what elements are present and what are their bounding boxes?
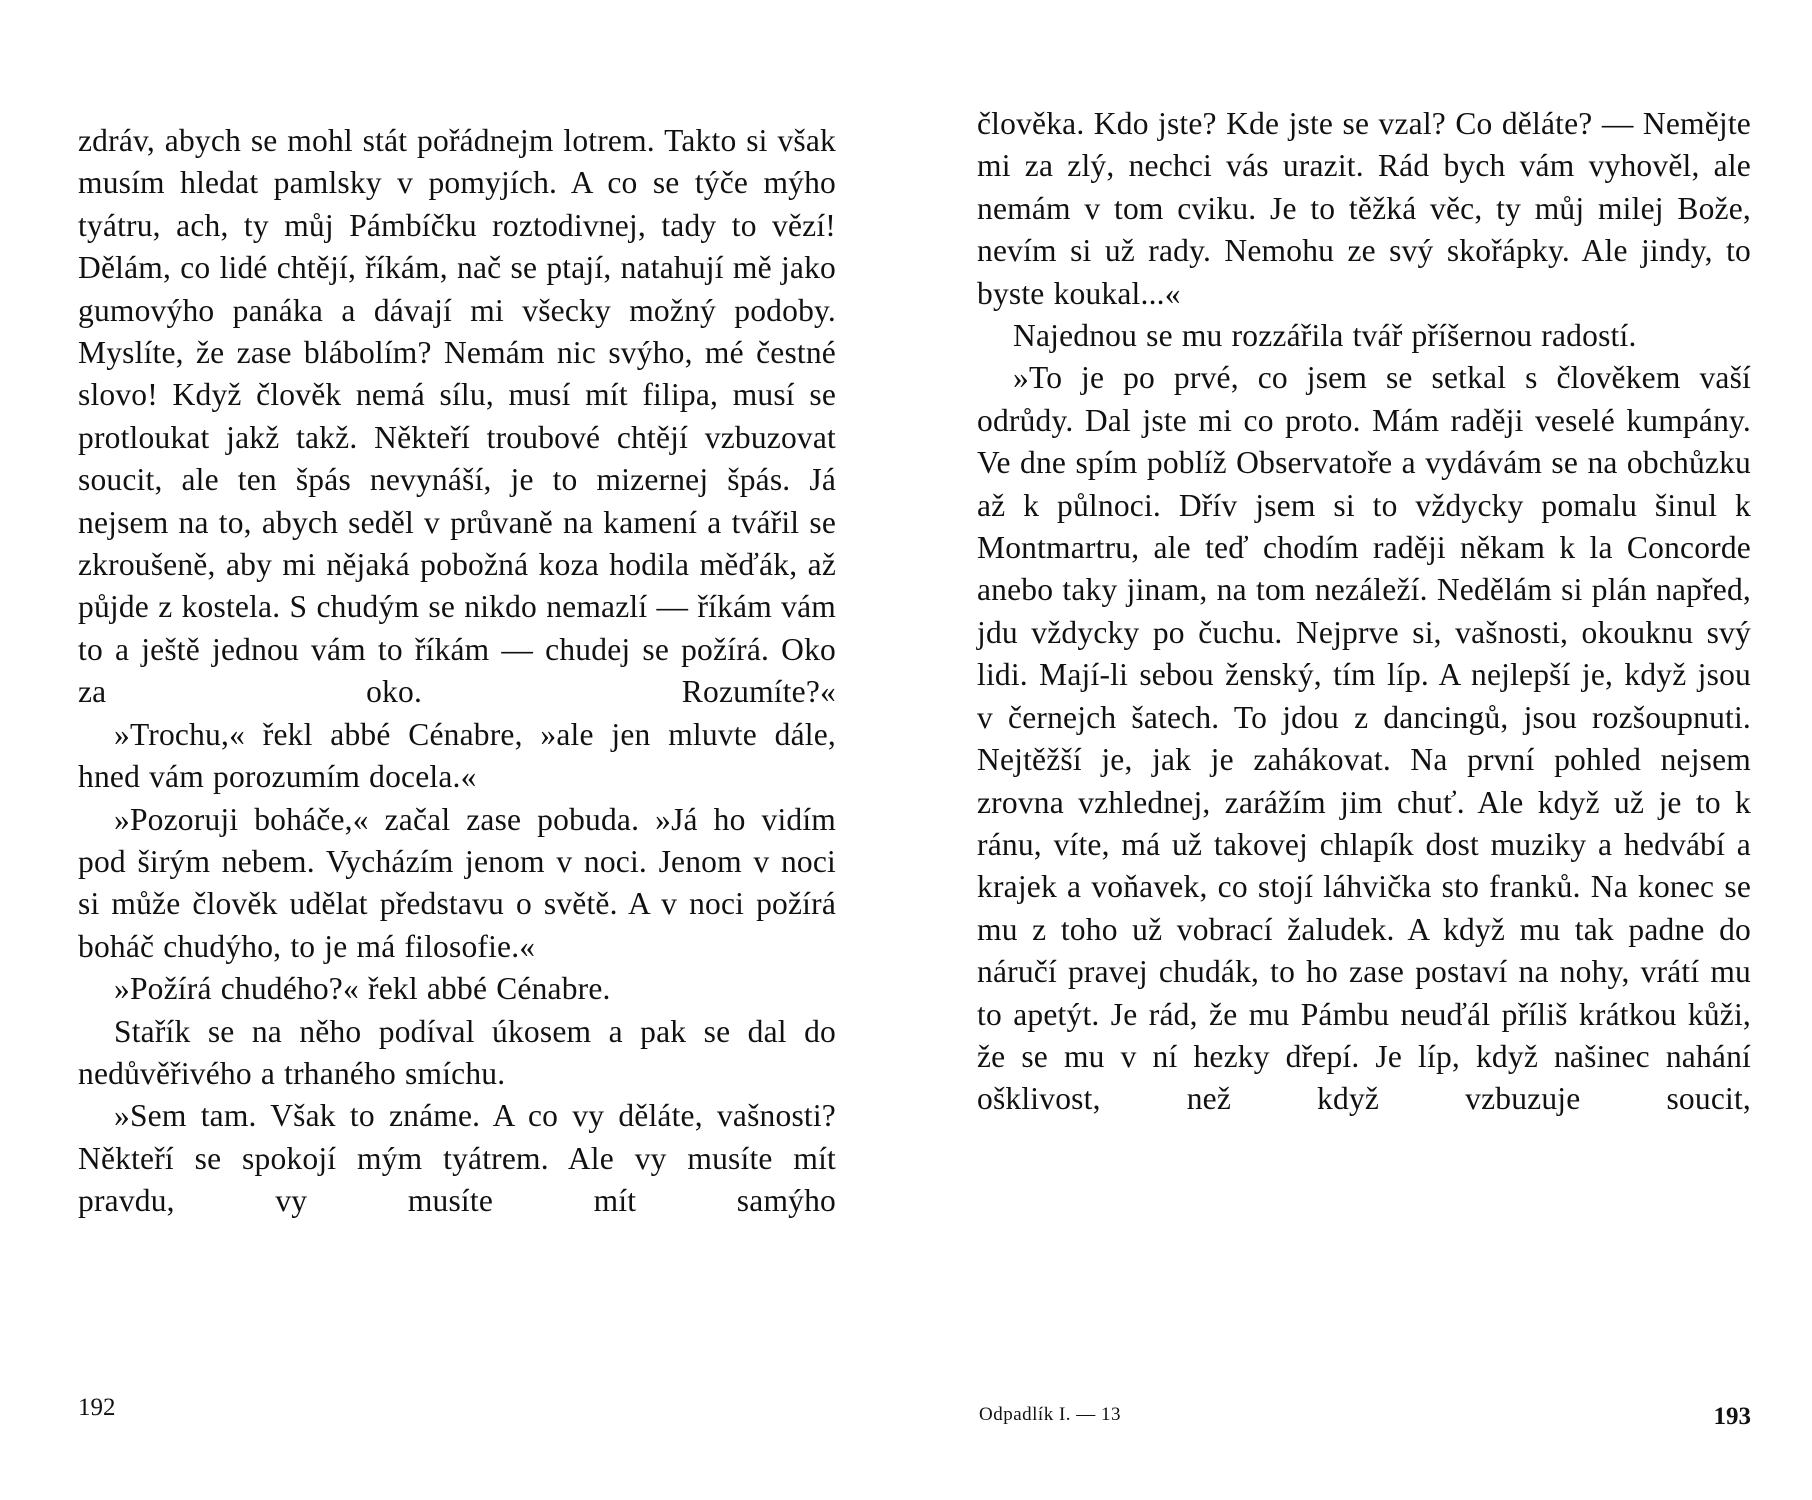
paragraph: »Pozoruji boháče,« začal zase pobuda. »Já ho vidím pod širým nebem. Vycházím jenom v noci. Jenom v noci si může člověk udělat představu o světě. A v noci požírá boháč chudýho, to je má filosofie.« [78, 801, 836, 964]
paragraph: »Požírá chudého?« řekl abbé Cénabre. [114, 971, 611, 1007]
paragraph: Stařík se na něho podíval úkosem a pak se dal do nedůvěřivého a trhaného smíchu. [78, 1013, 836, 1091]
paragraph: Najednou se mu rozzářila tvář příšernou radostí. [1013, 318, 1637, 354]
page-number: 193 [1713, 1403, 1751, 1430]
left-page-text [78, 120, 836, 1223]
signature-mark: Odpadlík I. — 13 [979, 1404, 1122, 1425]
paragraph: »Trochu,« řekl abbé Cénabre, »ale jen mluvte dále, hned vám porozumím docela.« [78, 716, 836, 795]
left-page [78, 0, 836, 1500]
paragraph: zdráv, abych se mohl stát pořádnejm lotrem. Takto si však musím hledat pamlsky v pomyjích. A co se týče mýho tyátru, ach, ty můj Pámbíčku roztodivnej, tady to vězí! Dělám, co lidé chtějí, říkám, nač se ptají, natahují mě jako gumovýho panáka a dávají mi všecky možný podoby. Myslíte, že zase blábolím? Nemám nic svýho, mé čestné slovo! Když člověk nemá sílu, musí mít filipa, musí se protloukat jakž takž. Někteří troubové chtějí vzbuzovat soucit, ale ten špás nevynáší, je to mizernej špás. Já nejsem na to, abych seděl v průvaně na kamení a tvářil se zkroušeně, aby mi nějaká pobožná koza hodila měďák, až půjde z kostela. S chudým se nikdo nemazlí — říkám vám to a ještě jednou vám to říkám — chudej se požírá. Oko za oko. Rozumíte?« [78, 123, 836, 710]
paragraph: »To je po prvé, co jsem se setkal s člověkem vaší odrůdy. Dal jste mi co proto. Mám raději veselé kumpány. Ve dne spím poblíž Observatoře a vydávám se na obchůzku až k půlnoci. Dřív jsem si to vždycky pomalu šinul k Montmartru, ale teď chodím raději někam k la Concorde anebo taky jinam, na tom nezáleží. Nedělám si plán napřed, jdu vždycky po čuchu. Nejprve si, vašnosti, okouknu svý lidi. Mají-li sebou ženský, tím líp. A nejlepší je, když jsou v černejch šatech. To jdou z dancingů, jsou rozšoupnuti. Nejtěžší je, jak je zahákovat. Na první pohled nejsem zrovna vzhlednej, zarážím jim chuť. Ale když už je to k ránu, víte, má už takovej chlapík dost muziky a hedvábí a krajek a voňavek, co stojí láhvička sto franků. Na konec se mu z toho už vobrací žaludek. A když mu tak padne do náručí pravej chudák, to ho zase postaví na nohy, vrátí mu to apetýt. Je rád, že mu Pámbu neuďál příliš krátkou kůži, že se mu v ní hezky dřepí. Je líp, když našinec nahání ošklivost, než když vzbuzuje soucit, [977, 360, 1751, 1117]
right-page-text [977, 103, 1751, 1121]
page-number: 192 [78, 1394, 116, 1421]
right-page [977, 0, 1751, 1500]
paragraph: člověka. Kdo jste? Kde jste se vzal? Co děláte? — Nemějte mi za zlý, nechci vás urazit. Rád bych vám vyhověl, ale nemám v tom cviku. Je to těžká věc, ty můj milej Bože, nevím si už rady. Nemohu ze svý skořápky. Ale jindy, to byste koukal...« [977, 106, 1751, 311]
paragraph: »Sem tam. Však to známe. A co vy děláte, vašnosti? Někteří se spokojí mým tyátrem. Ale vy musíte mít pravdu, vy musíte mít samýho [78, 1098, 836, 1219]
